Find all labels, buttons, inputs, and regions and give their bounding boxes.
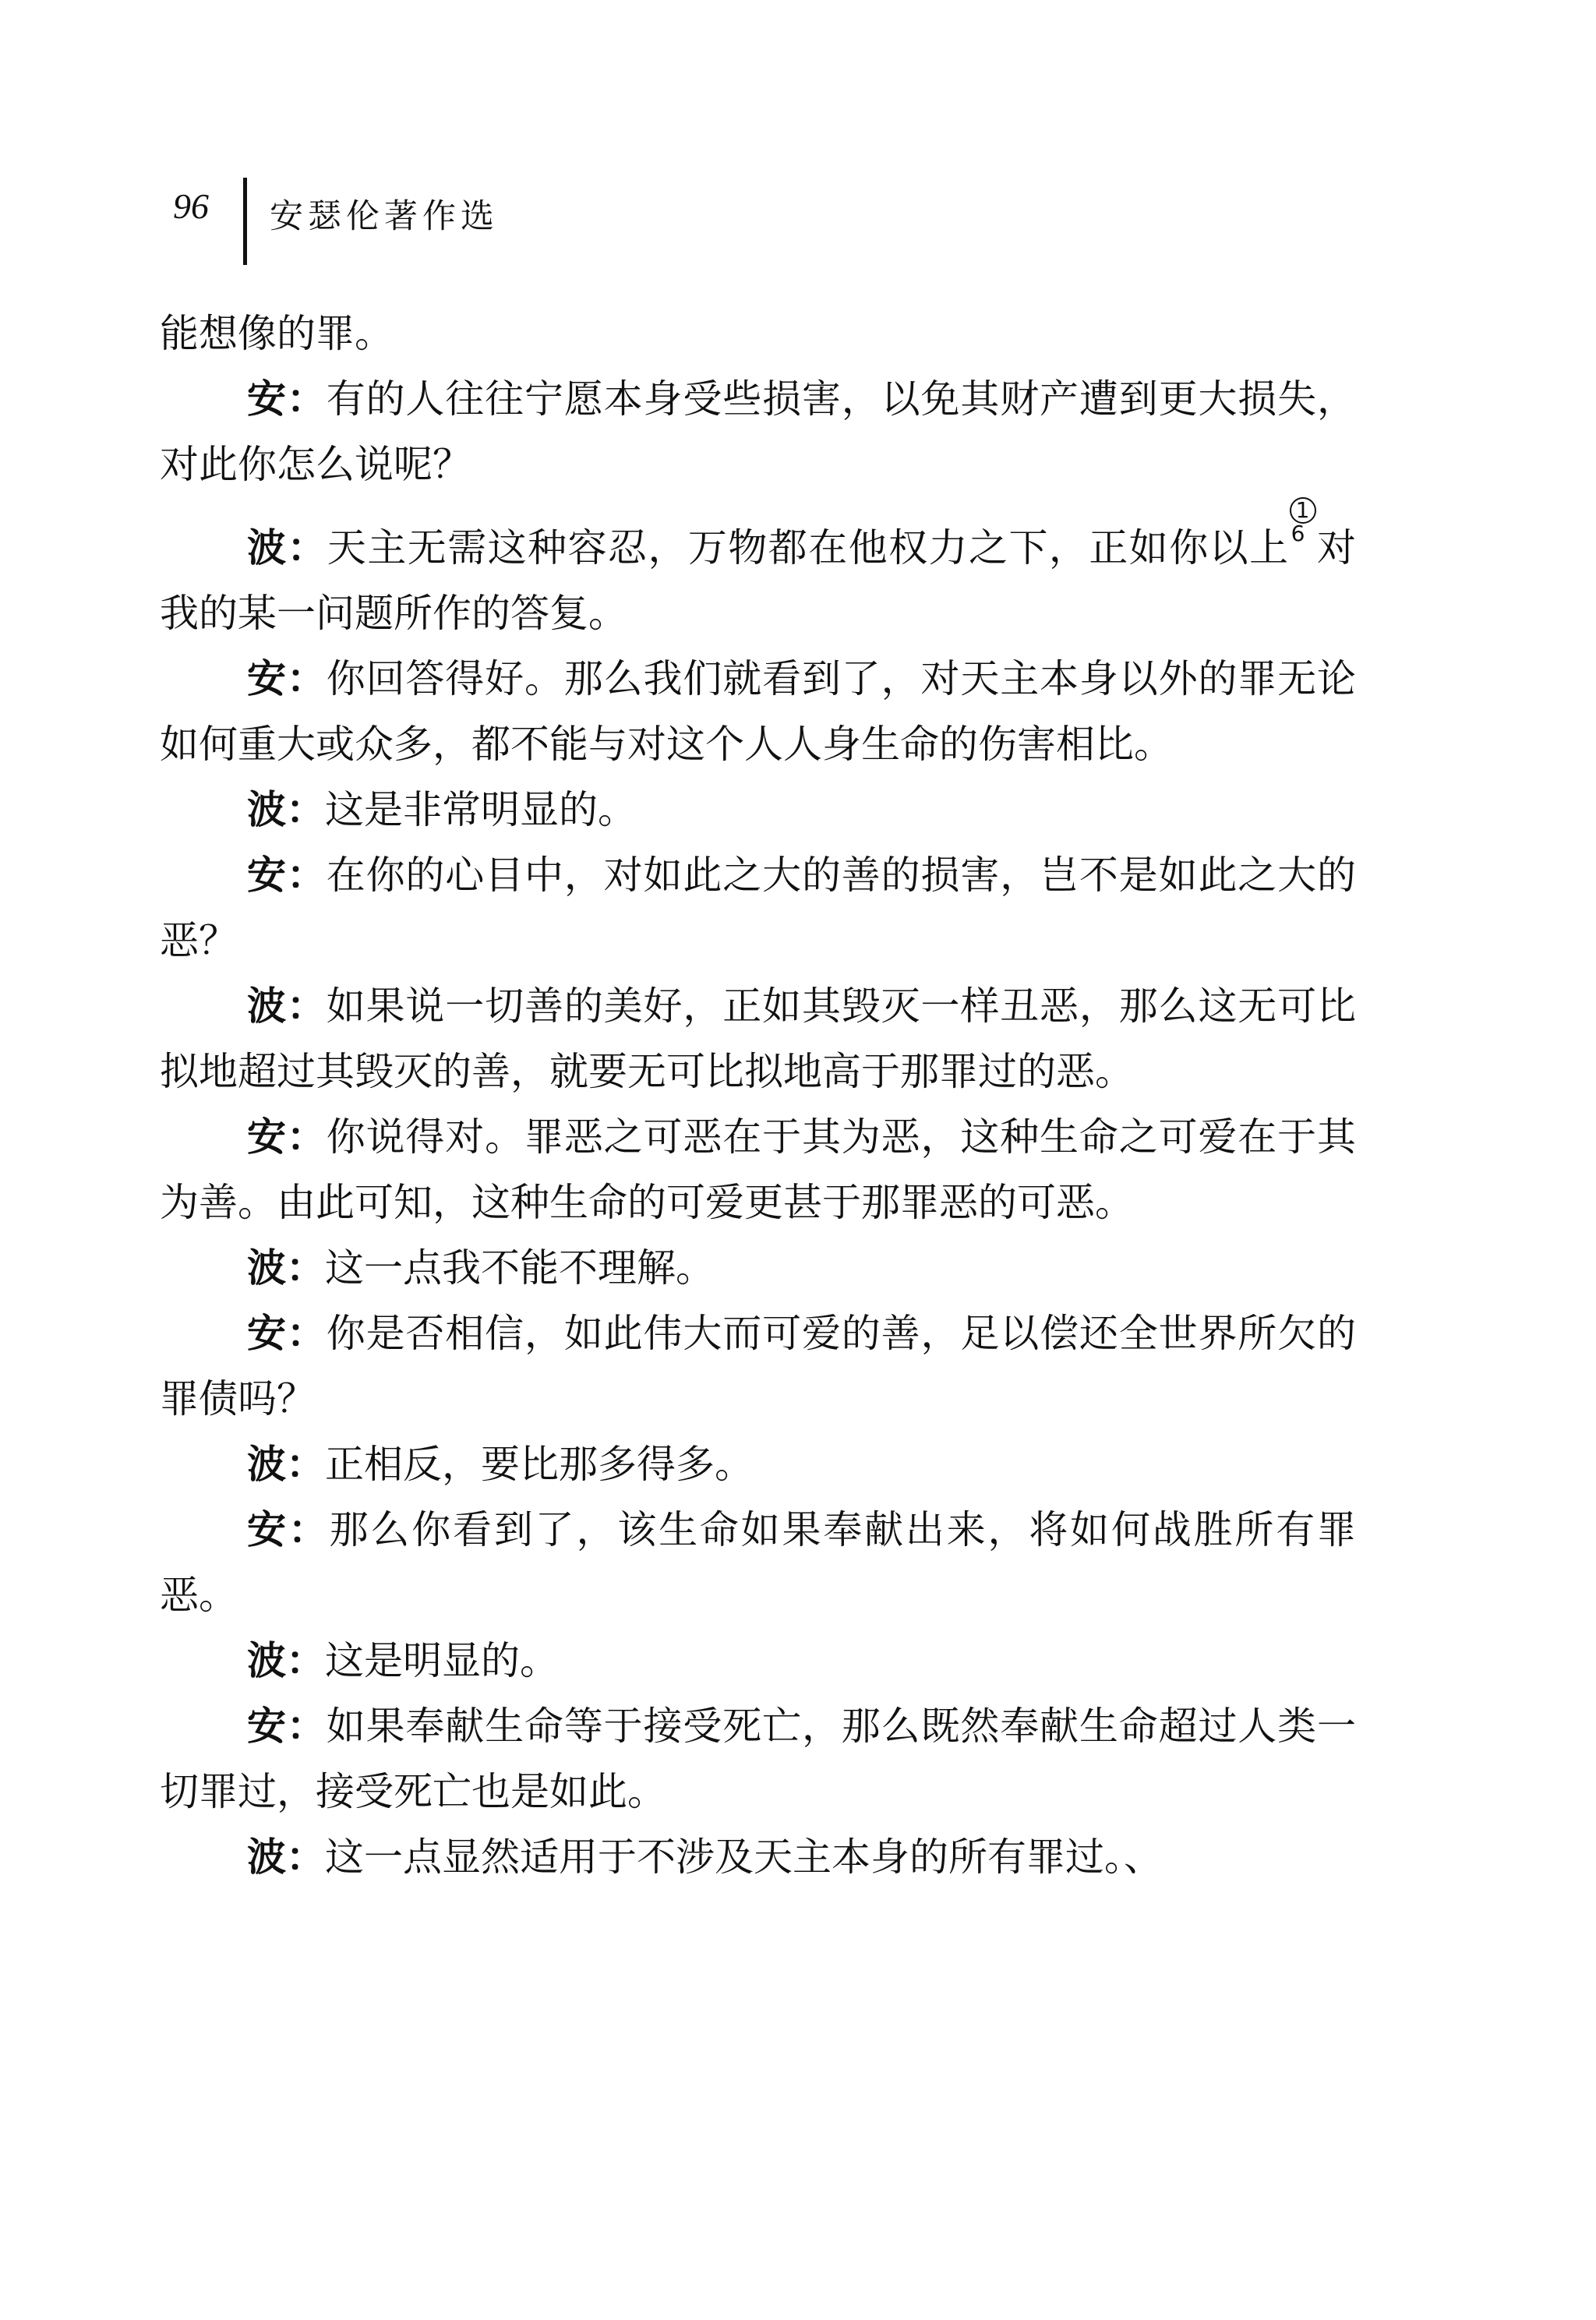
speaker-separator: ： bbox=[286, 376, 327, 422]
footnote-marker[interactable]: 16 bbox=[1290, 497, 1316, 524]
paragraph-text: 天主无需这种容忍，万物都在他权力之下，正如你以上 bbox=[327, 525, 1290, 570]
dialogue-paragraph bbox=[160, 1628, 1356, 1693]
dialogue-paragraph bbox=[160, 1235, 1356, 1301]
dialogue-paragraph bbox=[160, 1497, 1356, 1628]
speaker-separator: ： bbox=[286, 853, 327, 898]
speaker-separator: ： bbox=[286, 656, 327, 701]
speaker-label: 安 bbox=[247, 656, 287, 701]
paragraph-text: 有的人往往宁愿本身受些损害，以免其财产遭到更大损失，对此你怎么说呢？ bbox=[160, 376, 1357, 487]
speaker-separator: ： bbox=[286, 1311, 327, 1356]
speaker-label: 安 bbox=[247, 376, 287, 422]
speaker-label: 波 bbox=[247, 1834, 286, 1880]
header-divider bbox=[243, 178, 247, 265]
speaker-label: 安 bbox=[247, 1704, 287, 1749]
paragraph-text: 在你的心目中，对如此之大的善的损害，岂不是如此之大的恶？ bbox=[160, 853, 1357, 963]
paragraph-text: 你回答得好。那么我们就看到了，对天主本身以外的罪无论如何重大或众多，都不能与对这个人人身生命的伤害相比。 bbox=[160, 656, 1357, 767]
speaker-label: 安 bbox=[247, 853, 287, 898]
speaker-separator: ： bbox=[288, 1507, 330, 1552]
speaker-label: 波 bbox=[247, 787, 286, 832]
speaker-separator: ： bbox=[286, 787, 325, 832]
speaker-separator: ： bbox=[286, 1704, 327, 1749]
paragraph-text: 你说得对。罪恶之可恶在于其为恶，这种生命之可爱在于其为善。由此可知，这种生命的可爱更甚于那罪恶的可恶。 bbox=[160, 1114, 1357, 1225]
page-number: 96 bbox=[173, 186, 209, 226]
dialogue-paragraph bbox=[160, 646, 1356, 777]
speaker-label: 波 bbox=[247, 1442, 286, 1487]
dialogue-body bbox=[160, 301, 1356, 1890]
paragraph-text: 能想像的罪。 bbox=[160, 311, 394, 356]
paragraph-continuation bbox=[160, 301, 1356, 366]
paragraph-text: 如果说一切善的美好，正如其毁灭一样丑恶，那么这无可比拟地超过其毁灭的善，就要无可比拟地高于那罪过的恶。 bbox=[160, 983, 1357, 1094]
speaker-separator: ： bbox=[286, 1114, 327, 1160]
paragraph-text: 正相反，要比那多得多。 bbox=[325, 1442, 754, 1487]
running-title: 安瑟伦著作选 bbox=[270, 197, 499, 236]
dialogue-paragraph bbox=[160, 1693, 1356, 1824]
dialogue-paragraph bbox=[160, 1432, 1356, 1497]
speaker-separator: ： bbox=[287, 525, 327, 570]
page-header bbox=[0, 0, 1596, 281]
speaker-separator: ： bbox=[286, 1442, 325, 1487]
speaker-separator: ： bbox=[286, 983, 327, 1029]
speaker-label: 安 bbox=[247, 1311, 287, 1356]
dialogue-paragraph bbox=[160, 1104, 1356, 1235]
paragraph-text: 这是非常明显的。 bbox=[325, 787, 637, 832]
paragraph-text-continued: 对我的某一问题所作的答复。 bbox=[160, 525, 1357, 636]
paragraph-text: 这一点我不能不理解。 bbox=[325, 1245, 715, 1291]
speaker-label: 安 bbox=[247, 1114, 287, 1160]
speaker-label: 波 bbox=[247, 525, 288, 570]
speaker-label: 波 bbox=[247, 983, 287, 1029]
paragraph-text: 你是否相信，如此伟大而可爱的善，足以偿还全世界所欠的罪债吗？ bbox=[160, 1311, 1357, 1421]
speaker-label: 波 bbox=[247, 1638, 286, 1683]
speaker-separator: ： bbox=[286, 1245, 325, 1291]
paragraph-text: 如果奉献生命等于接受死亡，那么既然奉献生命超过人类一切罪过，接受死亡也是如此。 bbox=[160, 1704, 1357, 1814]
speaker-label: 波 bbox=[247, 1245, 286, 1291]
speaker-separator: ： bbox=[286, 1638, 325, 1683]
dialogue-paragraph bbox=[160, 497, 1356, 646]
paragraph-text: 这一点显然适用于不涉及天主本身的所有罪过。、 bbox=[325, 1834, 1163, 1880]
dialogue-paragraph bbox=[160, 1301, 1356, 1432]
paragraph-text: 这是明显的。 bbox=[325, 1638, 559, 1683]
speaker-label: 安 bbox=[247, 1507, 288, 1552]
dialogue-paragraph bbox=[160, 366, 1356, 497]
dialogue-paragraph bbox=[160, 842, 1356, 973]
dialogue-paragraph bbox=[160, 777, 1356, 842]
paragraph-text: 那么你看到了，该生命如果奉献出来，将如何战胜所有罪恶。 bbox=[160, 1507, 1357, 1618]
speaker-separator: ： bbox=[286, 1834, 325, 1880]
dialogue-paragraph bbox=[160, 973, 1356, 1104]
dialogue-paragraph bbox=[160, 1824, 1356, 1890]
